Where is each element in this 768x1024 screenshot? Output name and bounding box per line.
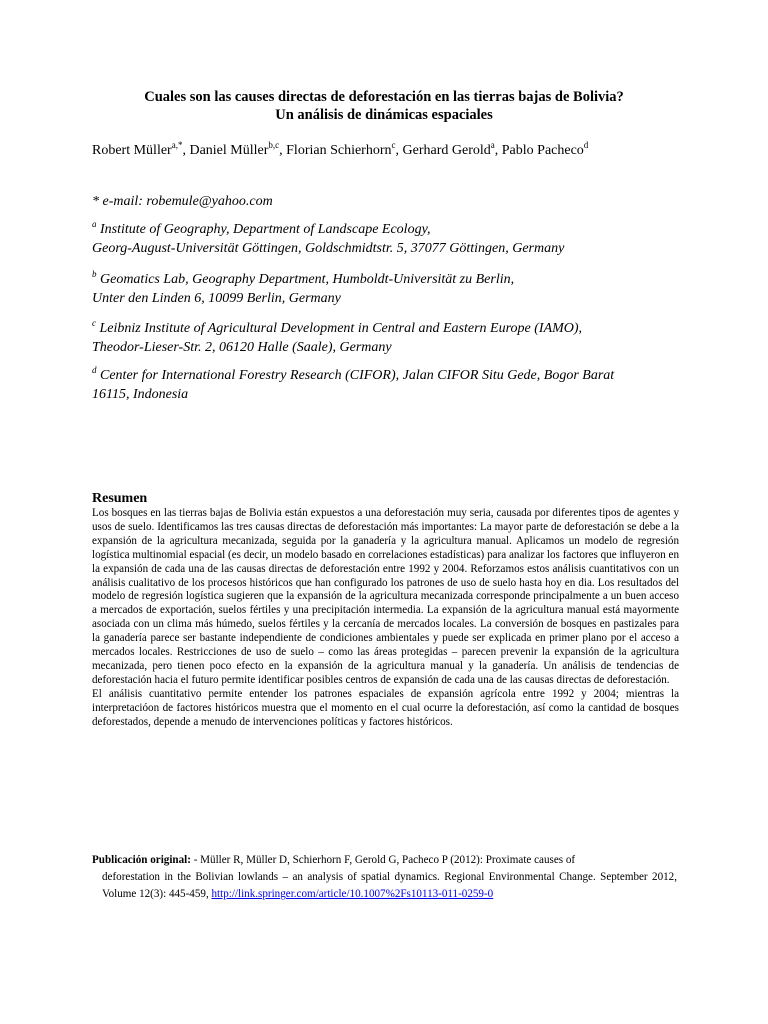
author: Robert Müller$^{a,*}$, bbox=[92, 140, 190, 158]
author: Daniel Müller$^{b,c}$, bbox=[189, 140, 287, 158]
publication-label: Publicación original: bbox=[92, 854, 191, 866]
author-list bbox=[92, 142, 712, 160]
title-line-2: Un análisis de dinámicas espaciales bbox=[275, 107, 493, 123]
abstract-paragraph-2: El análisis cuantitativo permite entender los patrones espaciales de expansión agrícola entre 1992 y 2004; mientras la interpretacióon de factores históricos muestra que el momento en el cual ocurre la deforestación, así como la cantidad de bosques deforestados, depende a menudo de intervenciones políticas y factores históricos. bbox=[92, 687, 679, 728]
original-publication bbox=[92, 852, 677, 904]
author: Pablo Pacheco$^d$ bbox=[501, 140, 589, 158]
author: Florian Schierhorn$^c$, bbox=[286, 140, 403, 158]
paper-title bbox=[60, 88, 708, 124]
author: Gerhard Gerold$^a$, bbox=[402, 140, 502, 158]
abstract-heading: Resumen bbox=[92, 491, 148, 506]
abstract-body bbox=[92, 507, 679, 730]
contact-email: * e-mail: robemule@yahoo.com bbox=[92, 194, 273, 209]
citation-line-1: - Müller R, Müller D, Schierhorn F, Gerold G, Pacheco P (2012): Proximate causes of bbox=[190, 854, 576, 866]
doi-link[interactable]: http://link.springer.com/article/10.1007%2Fs10113-011-0259-0 bbox=[211, 888, 494, 901]
abstract-paragraph-1: Los bosques en las tierras bajas de Bolivia están expuestos a una deforestación muy seria, causada por diferentes tipos de agentes y usos de suelo. Identificamos las tres causas directas de deforestación más importantes: La mayor parte de deforestación se debe a la expansión de la agricultura mecanizada, seguida por la ganadería y la agricultura manual. Aplicamos un modelo de regresión logística multinomial espacial (es decir, un modelo basado en correlaciones estadísticas) para analizar los factores que influyeron en la expansión de cada una de las causas directas de deforestación entre 1992 y 2004. Reforzamos estos análisis cuantitativos con un análisis cualitativo de los procesos históricos que han configurado los patrones de uso de suelo hasta hoy en dia. Los resultados del modelo de regresión logística sugieren que la expansión de la agricultura mecanizada corresponde principalmente a un buen acceso a mercados de exportación, suelos fértiles y una precipitación intermedia. La expansión de la agricultura manual está mayormente asociada con un clima más húmedo, suelos fértiles y la cercanía de mercados locales. La conversión de bosques en pastizales para la ganadería parece ser bastante independiente de condiciones ambientales y puede ser explicada en primer plano por el acceso a mercados locales. Restricciones de uso de suelo – como las áreas protegidas – parecen prevenir la expansión de la agricultura mecanizada, pero tienen poco efecto en la expansión de la agricultura manual y la ganadería. Un análisis de tendencias de deforestación hacia el futuro permite identificar posibles centros de expansión de cada una de las causas directas de deforestación. bbox=[92, 507, 679, 686]
affiliation-d: $^d$ Center for International Forestry Research (CIFOR), Jalan CIFOR Situ Gede, Bogor Barat 16115, Indonesia bbox=[92, 365, 615, 402]
title-line-1: Cuales son las causes directas de deforestación en las tierras bajas de Bolivia? bbox=[144, 89, 624, 105]
affiliation-c: $^c$ Leibniz Institute of Agricultural Development in Central and Eastern Europe (IAMO), Theodor-Lieser-Str. 2, 06120 Halle (Saale), Germany bbox=[92, 318, 583, 355]
affiliation-b: $^b$ Geomatics Lab, Geography Department, Humboldt-Universität zu Berlin, Unter den Linden 6, 10099 Berlin, Germany bbox=[92, 269, 515, 306]
affiliation-a: $^a$ Institute of Geography, Department of Landscape Ecology, Georg-August-Universität Göttingen, Goldschmidtstr. 5, 37077 Göttingen, Germany bbox=[92, 219, 565, 256]
citation-text: deforestation in the Bolivian lowlands – an analysis of spatial dynamics. Regional Environmental Change. September 2012, Volume 12(3): 445-459, bbox=[102, 871, 677, 901]
